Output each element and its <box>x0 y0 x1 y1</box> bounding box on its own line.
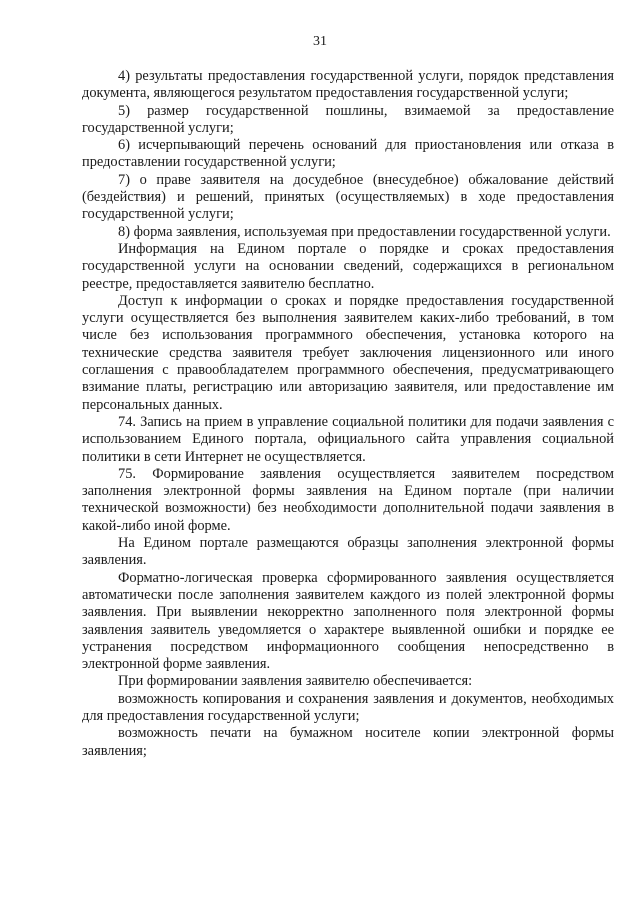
document-body <box>82 68 614 760</box>
paragraph-provided: При формировании заявления заявителю обеспечивается: <box>118 673 473 690</box>
paragraph-item-4: 4) результаты предоставления государственной услуги, порядок представления документа, являющегося результатом предоставления государственной услуги; <box>82 68 614 102</box>
paragraph-item-5: 5) размер государственной пошлины, взимаемой за предоставление государственной услуги; <box>82 102 614 136</box>
paragraph-print: возможность печати на бумажном носителе копии электронной формы заявления; <box>82 725 614 759</box>
paragraph-clause-75: 75. Формирование заявления осуществляется заявителем посредством заполнения электронной формы заявления на Едином портале (при наличии технической возможности) без необходимости дополнительной подачи заявления в какой-либо иной форме. <box>82 465 614 534</box>
paragraph-format-check: Форматно-логическая проверка сформированного заявления осуществляется автоматически после заполнения заявителем каждого из полей электронной формы заявления. При выявлении некорректно заполненного поля электронной формы заявления заявитель уведомляется о характере выявленной ошибки и порядке ее устранения посредством информационного сообщения непосредственно в электронной форме заявления. <box>82 569 614 673</box>
paragraph-portal-info: Информация на Едином портале о порядке и сроках предоставления государственной услуги на основании сведений, содержащихся в региональном реестре, предоставляется заявителю бесплатно. <box>82 240 614 292</box>
paragraph-item-6: 6) исчерпывающий перечень оснований для приостановления или отказа в предоставлении государственной услуги; <box>82 137 614 171</box>
page-number: 31 <box>313 34 327 49</box>
paragraph-copy-save: возможность копирования и сохранения заявления и документов, необходимых для предоставления государственной услуги; <box>82 690 614 724</box>
paragraph-item-7: 7) о праве заявителя на досудебное (внесудебное) обжалование действий (бездействия) и решений, принятых (осуществляемых) в ходе предоставления государственной услуги; <box>82 171 614 223</box>
paragraph-samples: На Едином портале размещаются образцы заполнения электронной формы заявления. <box>82 535 614 569</box>
paragraph-access: Доступ к информации о сроках и порядке предоставления государственной услуги осуществляется без выполнения заявителем каких-либо требований, в том числе без использования программного обеспечения, установка которого на технические средства заявителя требует заключения лицензионного или иного соглашения с правообладателем программного обеспечения, предусматривающего взимание платы, регистрацию или авторизацию заявителя, или предоставление им персональных данных. <box>82 292 614 413</box>
paragraph-item-8: 8) форма заявления, используемая при предоставлении государственной услуги. <box>118 223 611 240</box>
paragraph-clause-74: 74. Запись на прием в управление социальной политики для подачи заявления с использованием Единого портала, официального сайта управления социальной политики в сети Интернет не осуществляется. <box>82 413 614 465</box>
